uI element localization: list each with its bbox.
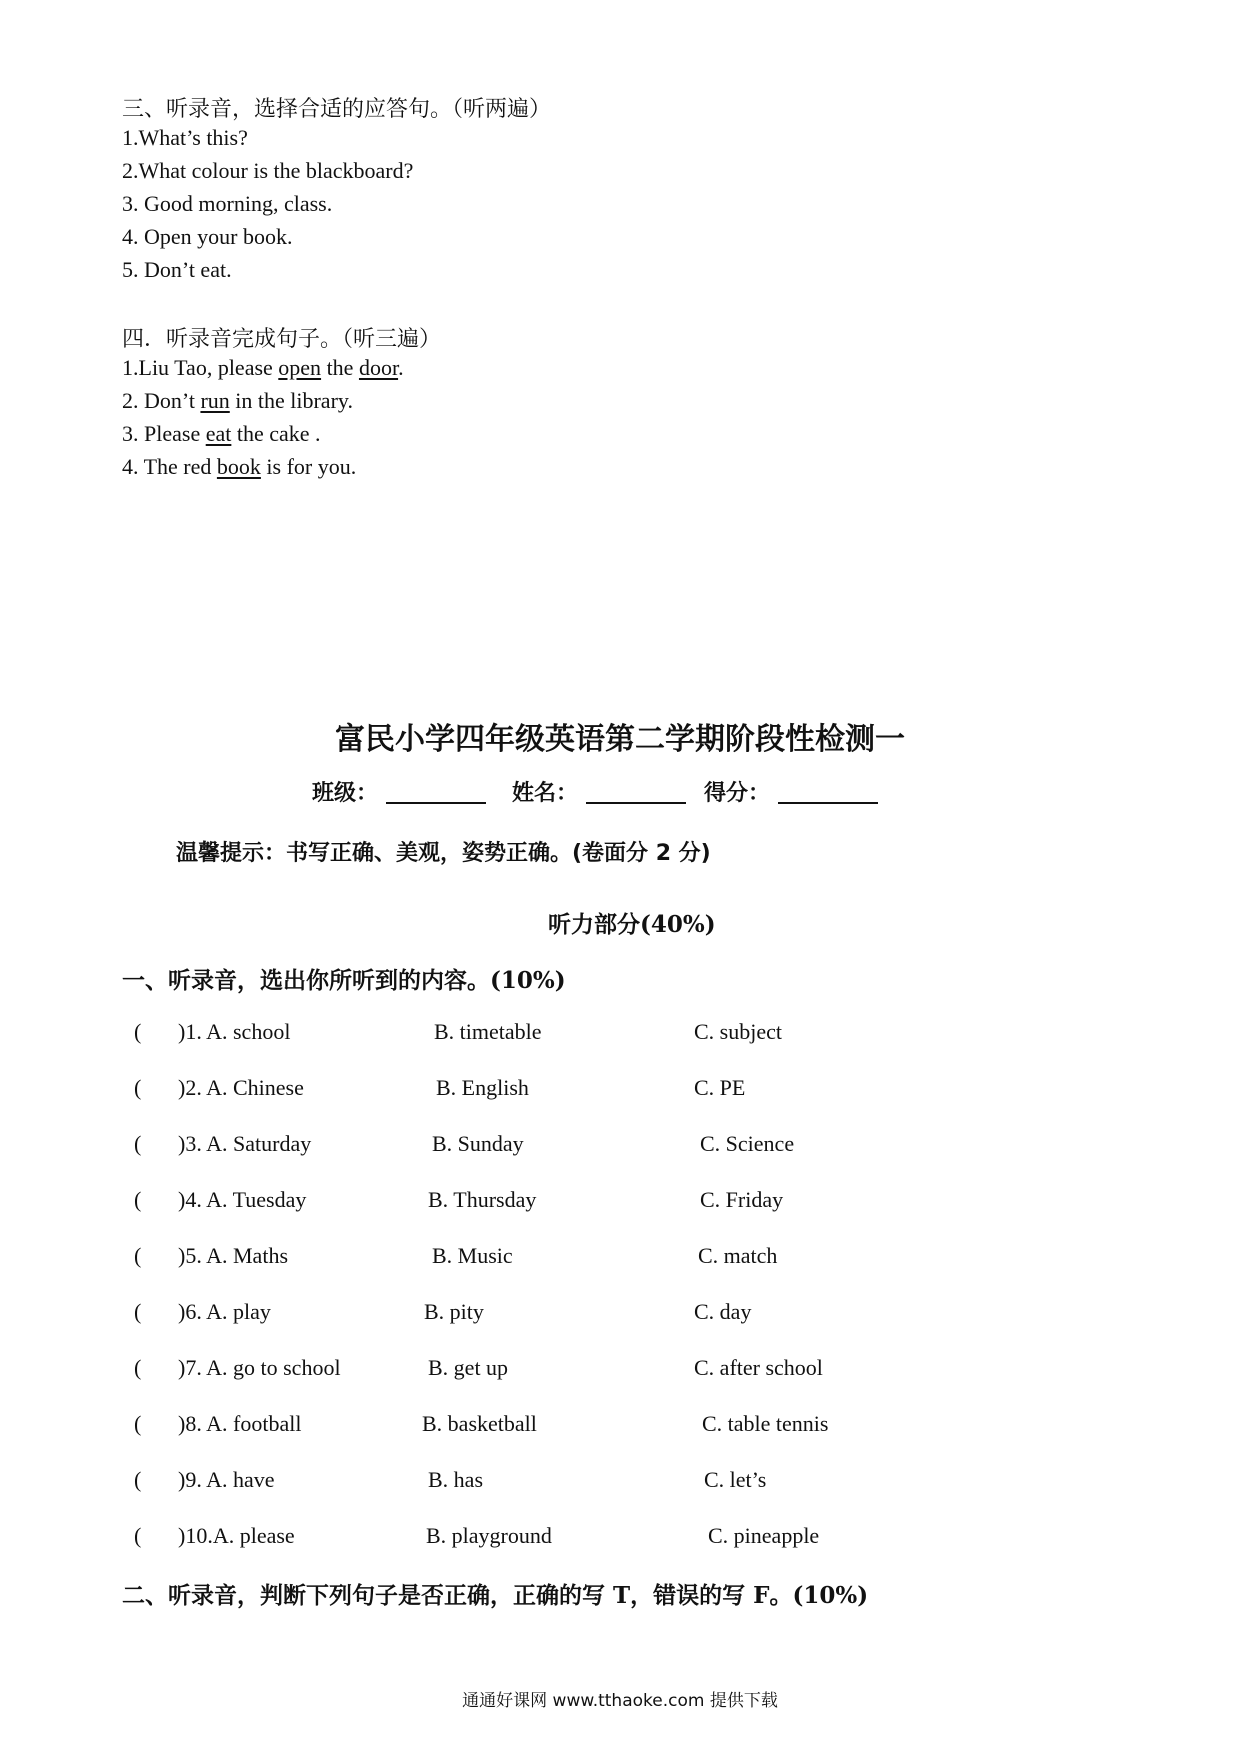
- answer-word: eat: [205, 421, 232, 446]
- question-row: [134, 1411, 1134, 1441]
- answer-bracket[interactable]: (: [134, 1299, 142, 1324]
- sentence-text: the: [321, 355, 359, 380]
- class-field: [312, 776, 486, 807]
- tip-text: 温馨提示：书写正确、美观，姿势正确。(卷面分 2 分): [176, 841, 711, 866]
- question-row: [134, 1467, 1134, 1497]
- section4-sentence-2: [122, 388, 353, 414]
- name-field: [512, 776, 686, 807]
- option-b: B. Sunday: [432, 1131, 524, 1156]
- section4-sentence-1: [122, 355, 404, 381]
- option-c: C. day: [694, 1299, 752, 1324]
- question-row: [134, 1131, 1134, 1161]
- footer-source: 通通好课网 www.tthaoke.com 提供下载: [462, 1691, 778, 1711]
- option-c: C. Science: [700, 1131, 795, 1156]
- section1-heading: 一、听录音，选出你所听到的内容。(10%): [122, 967, 566, 994]
- section3-item-1: 1.What’s this?: [122, 125, 248, 150]
- option-b: B. English: [436, 1075, 529, 1100]
- option-c: C. PE: [694, 1075, 746, 1100]
- option-a: )5. A. Maths: [178, 1243, 288, 1268]
- section3-item-3: 3. Good morning, class.: [122, 191, 333, 216]
- section2-heading: 二、听录音，判断下列句子是否正确，正确的写 T，错误的写 F。(10%): [122, 1582, 869, 1609]
- sentence-text: 1.Liu Tao, please: [122, 355, 279, 380]
- answer-bracket[interactable]: (: [134, 1355, 142, 1380]
- name-label: 姓名：: [512, 781, 579, 806]
- section4-sentence-4: [122, 454, 356, 480]
- answer-bracket[interactable]: (: [134, 1467, 142, 1492]
- score-field: [704, 776, 878, 807]
- option-c: C. Friday: [700, 1187, 784, 1212]
- answer-bracket[interactable]: (: [134, 1131, 142, 1156]
- option-a: )3. A. Saturday: [178, 1131, 312, 1156]
- listening-part-heading: 听力部分(40%): [548, 911, 716, 938]
- section3-heading: 三、听录音，选择合适的应答句。（听两遍）: [122, 97, 552, 122]
- option-a: )7. A. go to school: [178, 1355, 341, 1380]
- option-c: C. pineapple: [708, 1523, 820, 1548]
- option-b: B. has: [428, 1467, 483, 1492]
- question-row: [134, 1187, 1134, 1217]
- class-label: 班级：: [312, 781, 379, 806]
- option-a: )10.A. please: [178, 1523, 295, 1548]
- answer-word: door: [358, 355, 399, 380]
- score-label: 得分：: [704, 781, 771, 806]
- question-row: [134, 1019, 1134, 1049]
- option-b: B. pity: [424, 1299, 484, 1324]
- score-blank[interactable]: [778, 780, 878, 804]
- answer-bracket[interactable]: (: [134, 1187, 142, 1212]
- option-a: )8. A. football: [178, 1411, 302, 1436]
- option-b: B. get up: [428, 1355, 509, 1380]
- answer-bracket[interactable]: (: [134, 1411, 142, 1436]
- answer-word: run: [200, 388, 230, 413]
- class-blank[interactable]: [386, 780, 486, 804]
- sentence-text: in the library.: [229, 388, 353, 413]
- option-b: B. Music: [432, 1243, 513, 1268]
- option-b: B. playground: [426, 1523, 552, 1548]
- sentence-text: 3. Please: [122, 421, 206, 446]
- answer-bracket[interactable]: (: [134, 1019, 142, 1044]
- option-c: C. after school: [694, 1355, 823, 1380]
- sentence-text: 4. The red: [122, 454, 217, 479]
- option-a: )6. A. play: [178, 1299, 271, 1324]
- question-row: [134, 1243, 1134, 1273]
- section4-sentence-3: [122, 421, 321, 447]
- sentence-text: is for you.: [260, 454, 357, 479]
- option-c: C. subject: [694, 1019, 782, 1044]
- option-a: )2. A. Chinese: [178, 1075, 304, 1100]
- option-a: )4. A. Tuesday: [178, 1187, 307, 1212]
- sentence-text: 2. Don’t: [122, 388, 201, 413]
- question-row: [134, 1075, 1134, 1105]
- answer-word: open: [278, 355, 322, 380]
- option-a: )1. A. school: [178, 1019, 291, 1044]
- section4-heading: 四．听录音完成句子。（听三遍）: [122, 327, 442, 352]
- sentence-text: the cake .: [231, 421, 321, 446]
- answer-bracket[interactable]: (: [134, 1243, 142, 1268]
- exam-title: 富民小学四年级英语第二学期阶段性检测一: [335, 722, 905, 757]
- option-b: B. Thursday: [428, 1187, 537, 1212]
- sentence-text: .: [398, 355, 404, 380]
- section3-item-4: 4. Open your book.: [122, 224, 293, 249]
- answer-word: book: [216, 454, 261, 479]
- name-blank[interactable]: [586, 780, 686, 804]
- answer-bracket[interactable]: (: [134, 1075, 142, 1100]
- option-c: C. match: [698, 1243, 778, 1268]
- section3-item-5: 5. Don’t eat.: [122, 257, 232, 282]
- answer-bracket[interactable]: (: [134, 1523, 142, 1548]
- question-row: [134, 1299, 1134, 1329]
- option-c: C. table tennis: [702, 1411, 829, 1436]
- option-b: B. basketball: [422, 1411, 537, 1436]
- section3-item-2: 2.What colour is the blackboard?: [122, 158, 414, 183]
- option-b: B. timetable: [434, 1019, 542, 1044]
- option-c: C. let’s: [704, 1467, 767, 1492]
- question-row: [134, 1355, 1134, 1385]
- option-a: )9. A. have: [178, 1467, 275, 1492]
- question-row: [134, 1523, 1134, 1553]
